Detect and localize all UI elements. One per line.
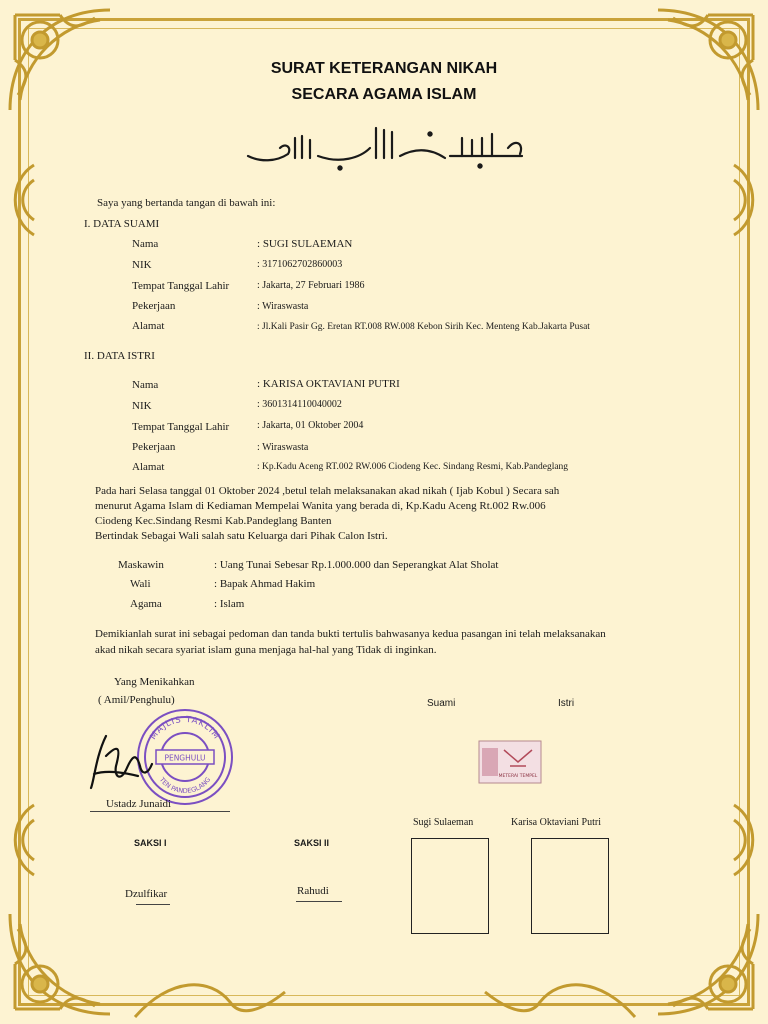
basmalah-calligraphy <box>240 118 530 174</box>
wife-nik-label: NIK <box>132 400 152 412</box>
husband-section-heading: I. DATA SUAMI <box>84 218 160 230</box>
husband-address-value: : Jl.Kali Pasir Gg. Eretan RT.008 RW.008 Kebon Sirih Kec. Menteng Kab.Jakarta Pusat <box>257 322 590 332</box>
witness-2-name: Rahudi <box>297 885 329 897</box>
wife-photo-box <box>531 838 609 934</box>
wife-address-value: : Kp.Kadu Aceng RT.002 RW.006 Ciodeng Kec. Sindang Resmi, Kab.Pandeglang <box>257 462 569 472</box>
wife-job-label: Pekerjaan <box>132 441 176 453</box>
officiant-name: Ustadz Junaidi <box>106 798 172 810</box>
husband-job-value: : Wiraswasta <box>257 301 309 312</box>
husband-name-value: : SUGI SULAEMAN <box>257 238 353 250</box>
wife-nik-value: : 3601314110040002 <box>257 399 342 410</box>
wife-birth-value: : Jakarta, 01 Oktober 2004 <box>257 420 364 431</box>
document-subtitle: SECARA AGAMA ISLAM <box>291 86 477 103</box>
dowry-label: Maskawin <box>118 559 164 571</box>
materai-text: METERAI TEMPEL <box>498 774 538 779</box>
statement-line-3: Ciodeng Kec.Sindang Resmi Kab.Pandeglang Banten <box>95 515 332 527</box>
ornament-right-upper <box>724 160 764 240</box>
wife-printed-name: Karisa Oktaviani Putri <box>511 817 601 828</box>
closing-line-2: akad nikah secara syariat islam guna menjaga hal-hal yang Tidak di inginkan. <box>95 644 437 656</box>
wife-birth-label: Tempat Tanggal Lahir <box>132 421 230 433</box>
husband-nik-value: : 3171062702860003 <box>257 259 343 270</box>
officiant-signature-line <box>90 811 230 812</box>
ornament-bottom-left <box>130 972 290 1022</box>
stamp-top-text: MAJLIS TAKLIM <box>148 714 222 742</box>
witness-1-label: SAKSI I <box>134 838 167 848</box>
statement-line-4: Bertindak Sebagai Wali salah satu Keluarga dari Pihak Calon Istri. <box>95 530 388 542</box>
document-title: SURAT KETERANGAN NIKAH <box>270 60 498 77</box>
guardian-value: : Bapak Ahmad Hakim <box>214 578 316 590</box>
stamp-center-text: PENGHULU <box>164 753 206 763</box>
witness-2-label: SAKSI II <box>294 838 330 848</box>
statement-line-1: Pada hari Selasa tanggal 01 Oktober 2024 ,betul telah melaksanakan akad nikah ( Ijab Kobul ) Secara sah <box>95 485 560 497</box>
husband-address-label: Alamat <box>132 320 165 332</box>
officiant-signature <box>86 726 166 796</box>
ornament-corner-bottom-left <box>0 904 120 1024</box>
stamp-bottom-text: TEN PANDEGLANG <box>157 775 213 796</box>
husband-birth-label: Tempat Tanggal Lahir <box>132 280 230 292</box>
ornament-left-upper <box>4 160 44 240</box>
closing-line-1: Demikianlah surat ini sebagai pedoman dan tanda bukti tertulis bahwasanya kedua pasangan ini telah melaksanakan <box>95 628 606 640</box>
husband-nik-label: NIK <box>132 259 152 271</box>
ornament-left-lower <box>4 800 44 880</box>
ornament-bottom-right <box>480 972 640 1022</box>
statement-line-2: menurut Agama Islam di Kediaman Mempelai Wanita yang berada di, Kp.Kadu Aceng Rt.002 Rw.006 <box>95 500 546 512</box>
husband-name-label: Nama <box>132 238 159 250</box>
husband-job-label: Pekerjaan <box>132 300 176 312</box>
dowry-value: : Uang Tunai Sebesar Rp.1.000.000 dan Seperangkat Alat Sholat <box>214 559 499 571</box>
witness-1-name: Dzulfikar <box>125 888 168 900</box>
officiant-role: ( Amil/Penghulu) <box>98 694 175 706</box>
officiant-title: Yang Menikahkan <box>114 676 195 688</box>
wife-job-value: : Wiraswasta <box>257 442 309 453</box>
wife-section-heading: II. DATA ISTRI <box>84 350 155 362</box>
materai-stamp <box>478 740 542 784</box>
ornament-right-lower <box>724 800 764 880</box>
husband-printed-name: Sugi Sulaeman <box>413 817 474 828</box>
wife-name-value: : KARISA OKTAVIANI PUTRI <box>257 378 400 390</box>
witness-2-line <box>296 901 342 902</box>
wife-signature-label: Istri <box>558 698 575 709</box>
wife-name-label: Nama <box>132 379 159 391</box>
wife-address-label: Alamat <box>132 461 165 473</box>
guardian-label: Wali <box>130 578 151 590</box>
witness-1-line <box>136 904 170 905</box>
religion-label: Agama <box>130 598 162 610</box>
religion-value: : Islam <box>214 598 245 610</box>
husband-signature-label: Suami <box>427 698 456 709</box>
husband-photo-box <box>411 838 489 934</box>
husband-birth-value: : Jakarta, 27 Februari 1986 <box>257 280 365 291</box>
intro-text: Saya yang bertanda tangan di bawah ini: <box>97 197 276 209</box>
ornament-corner-bottom-right <box>648 904 768 1024</box>
